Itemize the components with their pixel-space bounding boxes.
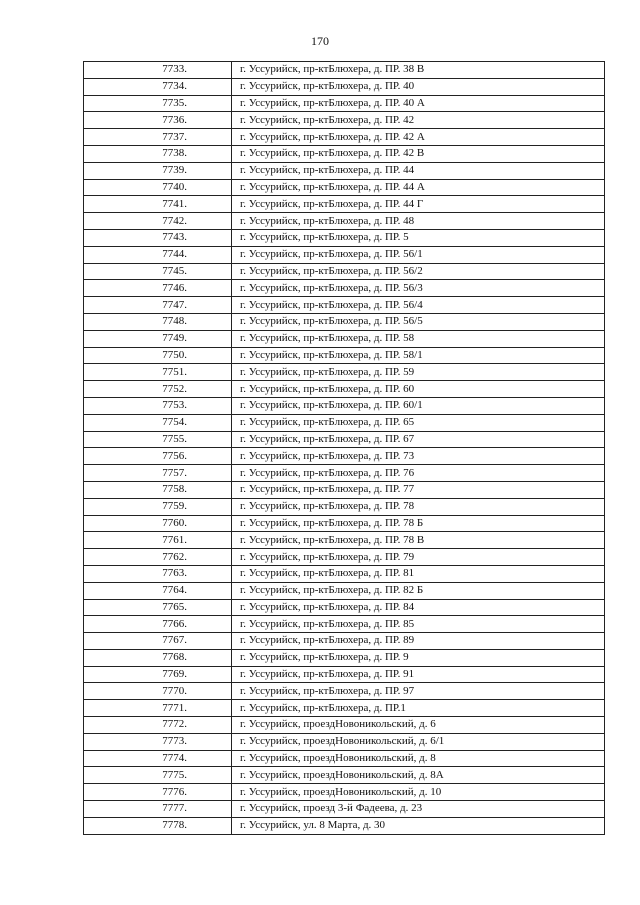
row-number: 7736.: [84, 112, 232, 129]
row-number: 7744.: [84, 246, 232, 263]
row-address: г. Уссурийск, ул. 8 Марта, д. 30: [232, 817, 605, 834]
row-number: 7758.: [84, 481, 232, 498]
row-address: г. Уссурийск, пр-ктБлюхера, д. ПР. 42 В: [232, 145, 605, 162]
page-number: 170: [311, 34, 329, 48]
row-address: г. Уссурийск, пр-ктБлюхера, д. ПР. 67: [232, 431, 605, 448]
row-address: г. Уссурийск, пр-ктБлюхера, д. ПР. 81: [232, 565, 605, 582]
row-address: г. Уссурийск, пр-ктБлюхера, д. ПР. 38 В: [232, 62, 605, 79]
table-row: [84, 817, 605, 834]
table-row: [84, 666, 605, 683]
row-number: 7760.: [84, 515, 232, 532]
table-row: [84, 683, 605, 700]
table-row: [84, 801, 605, 818]
row-address: г. Уссурийск, пр-ктБлюхера, д. ПР. 44 А: [232, 179, 605, 196]
row-address: г. Уссурийск, проездНовоникольский, д. 6: [232, 717, 605, 734]
row-address: г. Уссурийск, пр-ктБлюхера, д. ПР. 59: [232, 364, 605, 381]
table-row: [84, 515, 605, 532]
table-row: [84, 549, 605, 566]
row-number: 7768.: [84, 649, 232, 666]
row-address: г. Уссурийск, пр-ктБлюхера, д. ПР. 78: [232, 498, 605, 515]
row-address: г. Уссурийск, пр-ктБлюхера, д. ПР.1: [232, 700, 605, 717]
table-row: [84, 145, 605, 162]
table-row: [84, 633, 605, 650]
row-address: г. Уссурийск, пр-ктБлюхера, д. ПР. 44: [232, 162, 605, 179]
row-address: г. Уссурийск, пр-ктБлюхера, д. ПР. 5: [232, 229, 605, 246]
row-number: 7751.: [84, 364, 232, 381]
table-row: [84, 649, 605, 666]
row-address: г. Уссурийск, пр-ктБлюхера, д. ПР. 82 Б: [232, 582, 605, 599]
row-number: 7764.: [84, 582, 232, 599]
row-number: 7762.: [84, 549, 232, 566]
row-number: 7761.: [84, 532, 232, 549]
row-number: 7753.: [84, 397, 232, 414]
table-row: [84, 330, 605, 347]
row-number: 7759.: [84, 498, 232, 515]
row-address: г. Уссурийск, пр-ктБлюхера, д. ПР. 58/1: [232, 347, 605, 364]
row-address: г. Уссурийск, пр-ктБлюхера, д. ПР. 89: [232, 633, 605, 650]
row-address: г. Уссурийск, пр-ктБлюхера, д. ПР. 56/1: [232, 246, 605, 263]
row-number: 7775.: [84, 767, 232, 784]
row-number: 7747.: [84, 297, 232, 314]
table-row: [84, 599, 605, 616]
row-address: г. Уссурийск, пр-ктБлюхера, д. ПР. 78 В: [232, 532, 605, 549]
row-address: г. Уссурийск, проездНовоникольский, д. 8А: [232, 767, 605, 784]
row-address: г. Уссурийск, пр-ктБлюхера, д. ПР. 78 Б: [232, 515, 605, 532]
row-number: 7767.: [84, 633, 232, 650]
row-number: 7776.: [84, 784, 232, 801]
row-address: г. Уссурийск, пр-ктБлюхера, д. ПР. 97: [232, 683, 605, 700]
row-number: 7755.: [84, 431, 232, 448]
row-number: 7777.: [84, 801, 232, 818]
table-row: [84, 381, 605, 398]
row-address: г. Уссурийск, пр-ктБлюхера, д. ПР. 76: [232, 465, 605, 482]
table-row: [84, 397, 605, 414]
row-number: 7741.: [84, 196, 232, 213]
table-row: [84, 129, 605, 146]
table-row: [84, 297, 605, 314]
row-address: г. Уссурийск, проезд 3-й Фадеева, д. 23: [232, 801, 605, 818]
row-address: г. Уссурийск, пр-ктБлюхера, д. ПР. 77: [232, 481, 605, 498]
row-number: 7774.: [84, 750, 232, 767]
row-number: 7769.: [84, 666, 232, 683]
row-number: 7750.: [84, 347, 232, 364]
row-address: г. Уссурийск, пр-ктБлюхера, д. ПР. 48: [232, 213, 605, 230]
table-row: [84, 565, 605, 582]
row-number: 7733.: [84, 62, 232, 79]
row-number: 7734.: [84, 78, 232, 95]
table-row: [84, 532, 605, 549]
row-address: г. Уссурийск, проездНовоникольский, д. 6/1: [232, 733, 605, 750]
row-address: г. Уссурийск, пр-ктБлюхера, д. ПР. 56/2: [232, 263, 605, 280]
row-address: г. Уссурийск, пр-ктБлюхера, д. ПР. 60/1: [232, 397, 605, 414]
table-row: [84, 733, 605, 750]
table-row: [84, 213, 605, 230]
row-number: 7772.: [84, 717, 232, 734]
address-table: [83, 61, 605, 835]
row-number: 7739.: [84, 162, 232, 179]
table-row: [84, 448, 605, 465]
row-number: 7737.: [84, 129, 232, 146]
table-row: [84, 431, 605, 448]
row-number: 7748.: [84, 313, 232, 330]
table-row: [84, 700, 605, 717]
row-number: 7756.: [84, 448, 232, 465]
table-row: [84, 481, 605, 498]
row-address: г. Уссурийск, пр-ктБлюхера, д. ПР. 44 Г: [232, 196, 605, 213]
row-address: г. Уссурийск, пр-ктБлюхера, д. ПР. 84: [232, 599, 605, 616]
table-row: [84, 246, 605, 263]
row-address: г. Уссурийск, пр-ктБлюхера, д. ПР. 91: [232, 666, 605, 683]
row-number: 7743.: [84, 229, 232, 246]
row-address: г. Уссурийск, пр-ктБлюхера, д. ПР. 42: [232, 112, 605, 129]
row-number: 7735.: [84, 95, 232, 112]
row-number: 7745.: [84, 263, 232, 280]
table-row: [84, 767, 605, 784]
table-row: [84, 616, 605, 633]
table-row: [84, 750, 605, 767]
row-address: г. Уссурийск, пр-ктБлюхера, д. ПР. 60: [232, 381, 605, 398]
table-row: [84, 112, 605, 129]
table-row: [84, 280, 605, 297]
row-address: г. Уссурийск, пр-ктБлюхера, д. ПР. 56/5: [232, 313, 605, 330]
table-row: [84, 263, 605, 280]
row-address: г. Уссурийск, пр-ктБлюхера, д. ПР. 56/3: [232, 280, 605, 297]
row-number: 7766.: [84, 616, 232, 633]
row-number: 7752.: [84, 381, 232, 398]
table-row: [84, 582, 605, 599]
row-number: 7754.: [84, 414, 232, 431]
table-row: [84, 196, 605, 213]
table-row: [84, 78, 605, 95]
row-address: г. Уссурийск, пр-ктБлюхера, д. ПР. 65: [232, 414, 605, 431]
table-row: [84, 313, 605, 330]
row-address: г. Уссурийск, пр-ктБлюхера, д. ПР. 58: [232, 330, 605, 347]
table-row: [84, 229, 605, 246]
row-address: г. Уссурийск, пр-ктБлюхера, д. ПР. 40 А: [232, 95, 605, 112]
row-number: 7770.: [84, 683, 232, 700]
row-number: 7742.: [84, 213, 232, 230]
table-row: [84, 364, 605, 381]
table-row: [84, 95, 605, 112]
row-address: г. Уссурийск, пр-ктБлюхера, д. ПР. 79: [232, 549, 605, 566]
row-address: г. Уссурийск, пр-ктБлюхера, д. ПР. 73: [232, 448, 605, 465]
row-address: г. Уссурийск, пр-ктБлюхера, д. ПР. 56/4: [232, 297, 605, 314]
address-table-body: [84, 62, 605, 835]
row-number: 7740.: [84, 179, 232, 196]
row-number: 7749.: [84, 330, 232, 347]
row-number: 7771.: [84, 700, 232, 717]
row-number: 7765.: [84, 599, 232, 616]
row-address: г. Уссурийск, пр-ктБлюхера, д. ПР. 42 А: [232, 129, 605, 146]
table-row: [84, 179, 605, 196]
row-number: 7763.: [84, 565, 232, 582]
row-number: 7757.: [84, 465, 232, 482]
row-address: г. Уссурийск, пр-ктБлюхера, д. ПР. 40: [232, 78, 605, 95]
row-address: г. Уссурийск, пр-ктБлюхера, д. ПР. 85: [232, 616, 605, 633]
table-row: [84, 784, 605, 801]
row-address: г. Уссурийск, пр-ктБлюхера, д. ПР. 9: [232, 649, 605, 666]
table-row: [84, 162, 605, 179]
table-row: [84, 717, 605, 734]
row-number: 7773.: [84, 733, 232, 750]
table-row: [84, 347, 605, 364]
table-row: [84, 498, 605, 515]
table-row: [84, 62, 605, 79]
table-row: [84, 414, 605, 431]
row-number: 7746.: [84, 280, 232, 297]
row-address: г. Уссурийск, проездНовоникольский, д. 10: [232, 784, 605, 801]
table-row: [84, 465, 605, 482]
row-address: г. Уссурийск, проездНовоникольский, д. 8: [232, 750, 605, 767]
row-number: 7738.: [84, 145, 232, 162]
row-number: 7778.: [84, 817, 232, 834]
